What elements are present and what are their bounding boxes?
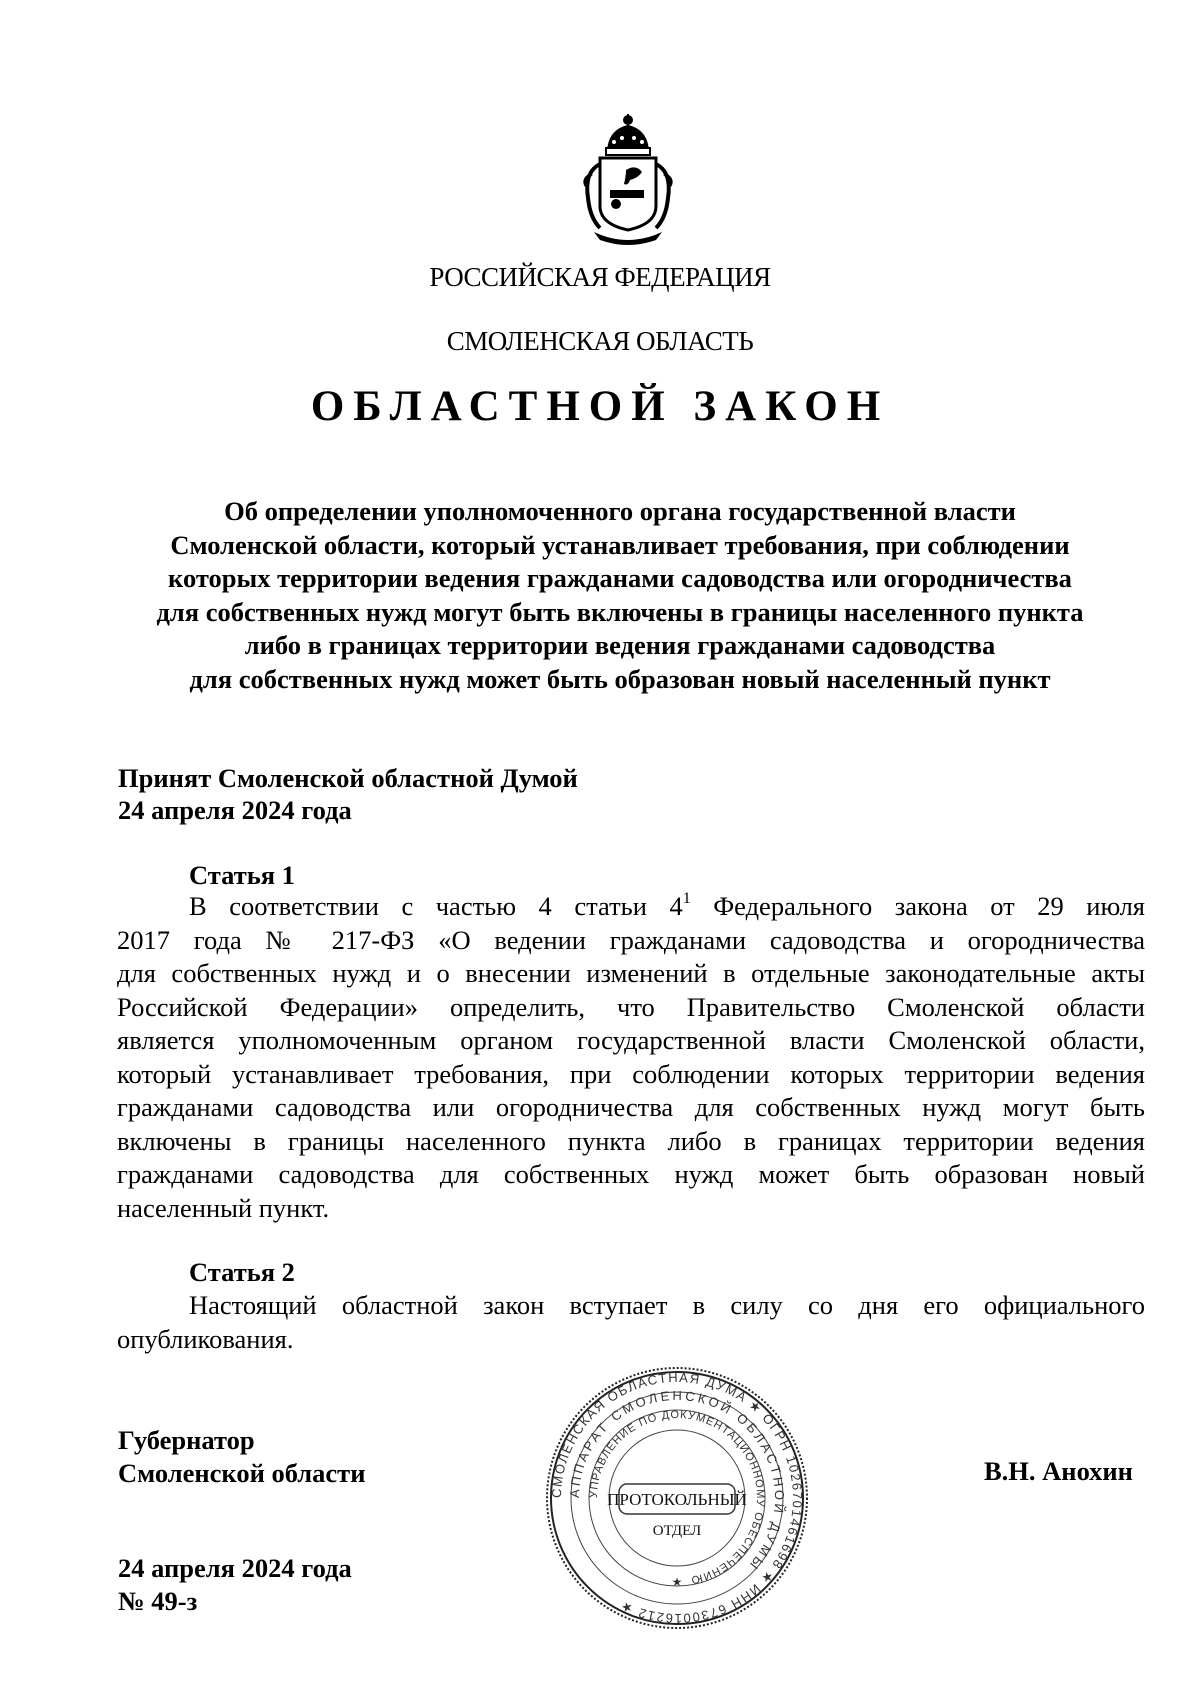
article-line: который устанавливает требования, при соблюдении которых территории ведения — [117, 1058, 1145, 1089]
article-1-heading: Статья 1 — [189, 860, 295, 890]
article-line: Настоящий областной закон вступает в силу со дня его официального — [189, 1290, 1145, 1320]
document-type: ОБЛАСТНОЙ ЗАКОН — [310, 383, 890, 430]
article-line: для собственных нужд и о внесении изменений в отдельные законодательные акты — [117, 958, 1145, 988]
article-line: гражданами садоводства или огородничества для собственных нужд могут быть — [117, 1092, 1145, 1122]
article-2-text — [117, 1289, 1145, 1356]
law-title-line: либо в границах территории ведения гражданами садоводства — [244, 630, 996, 661]
signer-region: Смоленской области — [118, 1458, 366, 1488]
stamp-middle-ring-text: АППАРАТ СМОЛЕНСКОЙ ОБЛАСТНОЙ ДУМЫ — [566, 1387, 788, 1575]
article-line: 2017 года № 217-ФЗ «О ведении гражданами садоводства и огородничества — [117, 924, 1145, 955]
stamp-star-icon: ★ — [671, 1575, 683, 1589]
article-line: В соответствии с частью 4 статьи $4^1$ Федерального закона от 29 июля — [189, 890, 1146, 921]
stamp-center-line-2: ОТДЕЛ — [652, 1523, 702, 1539]
article-1-text — [117, 890, 1145, 1225]
law-title-line: для собственных нужд могут быть включены в границы населенного пункта — [156, 596, 1084, 627]
article-line: гражданами садоводства для собственных нужд может быть образован новый — [117, 1159, 1145, 1189]
country-name: РОССИЙСКАЯ ФЕДЕРАЦИЯ — [429, 262, 771, 292]
region-name: СМОЛЕНСКАЯ ОБЛАСТЬ — [446, 326, 754, 356]
article-2-heading: Статья 2 — [189, 1257, 295, 1287]
article-line: является уполномоченным органом государственной власти Смоленской области, — [117, 1025, 1145, 1055]
law-title — [100, 495, 1140, 697]
law-title-line: которых территории ведения гражданами садоводства или огородничества — [168, 563, 1072, 594]
stamp-outer-ring-text: СМОЛЕНСКАЯ ОБЛАСТНАЯ ДУМА ★ ОГРН 1026701461698 ★ ИНН 6730016212 ★ — [548, 1369, 806, 1627]
signing-date: 24 апреля 2024 года — [118, 1553, 352, 1583]
signer-name: В.Н. Анохин — [984, 1456, 1133, 1486]
signer-position: Губернатор — [118, 1425, 255, 1455]
law-number: № 49-з — [118, 1586, 198, 1616]
law-title-line: для собственных нужд может быть образован новый населенный пункт — [189, 663, 1051, 694]
adoption-info — [118, 762, 578, 826]
law-title-line: Об определении уполномоченного органа государственной власти — [224, 496, 1016, 526]
signer-title — [118, 1424, 365, 1490]
superscript: 1 — [682, 890, 691, 908]
article-line: включены в границы населенного пункта либо в границах территории ведения — [117, 1125, 1145, 1156]
stamp-center-line-1: ПРОТОКОЛЬНЫЙ — [607, 1490, 747, 1509]
law-title-line: Смоленской области, который устанавливает требования, при соблюдении — [170, 529, 1070, 560]
signing-info — [118, 1552, 352, 1618]
article-line: населенный пункт. — [117, 1192, 330, 1223]
adoption-date: 24 апреля 2024 года — [118, 795, 352, 825]
article-line: опубликования. — [117, 1323, 294, 1354]
smolensk-coat-of-arms-icon — [570, 112, 686, 250]
article-line: Российской Федерации» определить, что Правительство Смоленской области — [117, 991, 1145, 1022]
adoption-body: Принят Смоленской областной Думой — [118, 763, 578, 793]
official-stamp — [545, 1366, 809, 1630]
stamp-inner-ring-text: УПРАВЛЕНИЕ ПО ДОКУМЕНТАЦИОННОМУ ОБЕСПЕЧЕНИЮ — [587, 1408, 767, 1586]
